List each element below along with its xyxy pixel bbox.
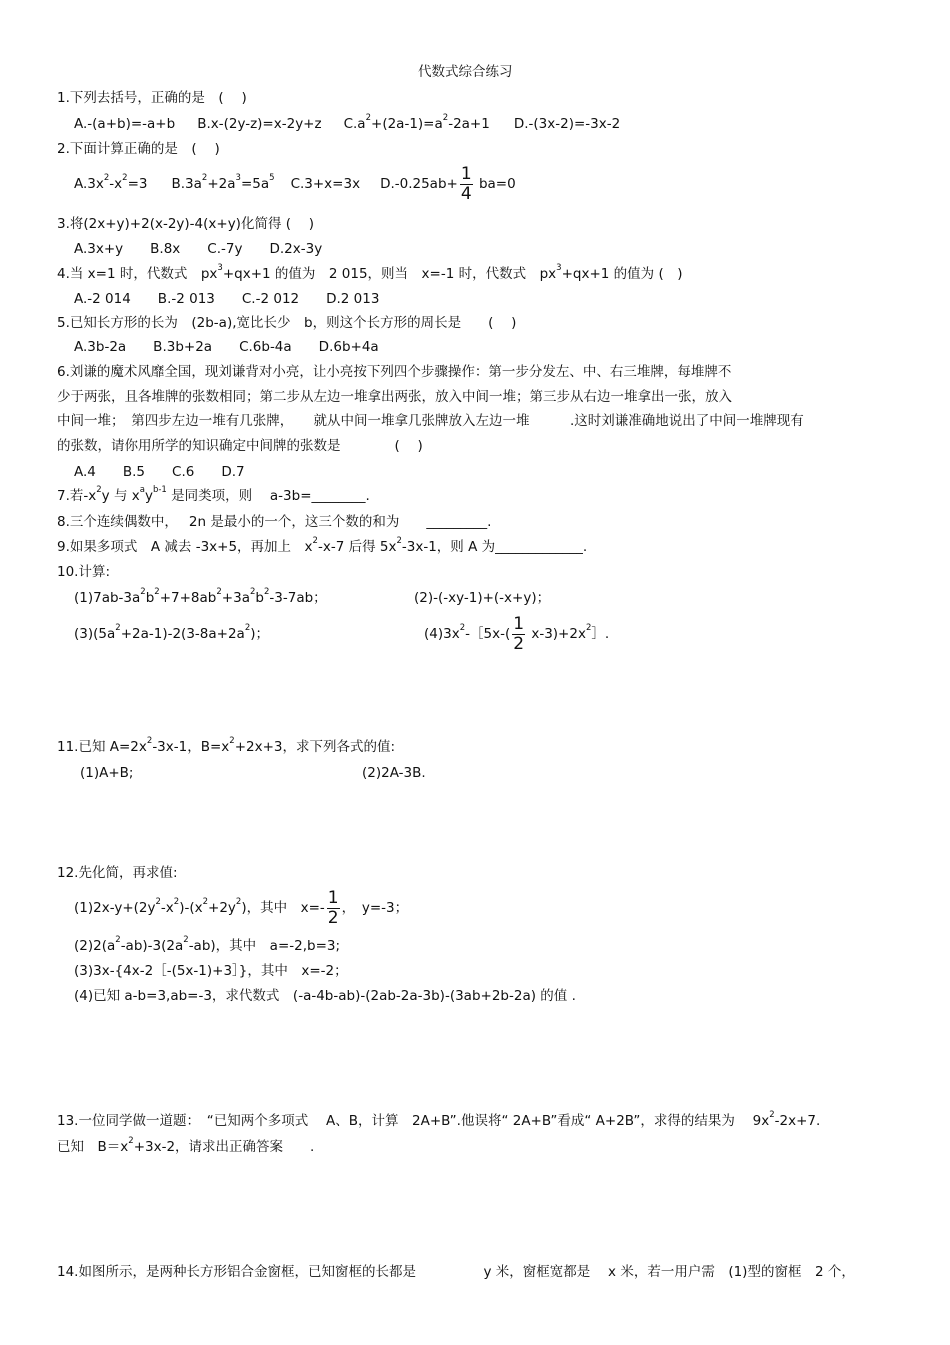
question-10-part-1: $(1)7ab-3a^2b^2+7+8ab^2+3a^2b^2-3-7ab$； xyxy=(74,587,327,606)
question-12-part-2: $(2)2(a^2-ab)-3(2a^2-ab)$，其中 a=-2,b=3; xyxy=(74,935,341,954)
question-11-part-2: (2)2A-3B. xyxy=(362,765,426,781)
question-12-part-4: (4)已知 a-b=3,ab=-3，求代数式 (-a-4b-ab)-(2ab-2a-3b)-(3ab+2b-2a) 的值 . xyxy=(74,988,576,1004)
question-6-line-4: 的张数，请你用所学的知识确定中间牌的张数是 ( ) xyxy=(57,438,423,454)
page-title: 代数式综合练习 xyxy=(418,64,513,80)
question-14: 14.如图所示，是两种长方形铝合金窗框，已知窗框的长都是 y 米，窗框宽都是 x 米，若一用户需 (1)型的窗框 2 个， xyxy=(57,1264,855,1280)
question-2-stem: 2.下面计算正确的是 ( ) xyxy=(57,141,220,157)
question-10-stem: 10.计算: xyxy=(57,564,111,580)
question-8: 8.三个连续偶数中， 2n 是最小的一个，这三个数的和为 _________. xyxy=(57,514,492,530)
question-10-part-2: (2)-(-xy-1)+(-x+y)； xyxy=(414,590,551,606)
question-6-options: A.4 B.5 C.6 D.7 xyxy=(74,464,245,480)
fraction: $\frac{1}{4}$ xyxy=(460,163,472,204)
question-6-line-2: 少于两张，且各堆牌的张数相同；第二步从左边一堆拿出两张，放入中间一堆；第三步从右边一堆拿出一张，放入 xyxy=(57,389,732,405)
question-10-part-4: $(4)3x^2-[5x-$( $\frac{1}{2}$ $x-3)+2x^2]$. xyxy=(424,613,610,654)
fraction: $\frac{1}{2}$ xyxy=(327,887,339,928)
question-2-options xyxy=(74,162,516,208)
question-3-options: A.3x+y B.8x C.-7y D.2x-3y xyxy=(74,241,323,257)
question-13-line-2: 已知 $B=x^2+3x-2$，请求出正确答案 . xyxy=(57,1136,315,1155)
option-c: $C.a^2+(2a-1)=a^2-2a+1$ xyxy=(343,113,490,132)
question-10-part-3: $(3)(5a^2+2a-1)-2(3-8a+2a^2)$； xyxy=(74,623,270,642)
question-3-stem: 3.将(2x+y)+2(x-2y)-4(x+y)化简得 ( ) xyxy=(57,216,315,232)
question-1-stem: 1.下列去括号，正确的是 ( ) xyxy=(57,90,247,106)
question-11-part-1: (1)A+B; xyxy=(80,765,134,781)
option-a: $A.3x^2-x^2=3$ xyxy=(74,173,148,192)
option-a: A.-(a+b)=-a+b xyxy=(74,116,176,132)
option-d: D.-0.25ab+ $\frac{1}{4}$ ba=0 xyxy=(380,163,516,204)
question-1-options xyxy=(74,115,620,135)
option-d: D.-(3x-2)=-3x-2 xyxy=(513,116,621,132)
question-9: 9.如果多项式 A 减去 -3x+5，再加上 $x^2-x-7$ 后得 $5x^2-3x-1$，则 A 为_____________. xyxy=(57,536,588,555)
question-6-line-1: 6.刘谦的魔术风靡全国，现刘谦背对小亮，让小亮按下列四个步骤操作：第一步分发左、中、右三堆牌，每堆牌不 xyxy=(57,364,732,380)
question-13-line-1: 13.一位同学做一道题： “已知两个多项式 A、B，计算 2A+B”.他误将“ 2A+B”看成“ A+2B”，求得的结果为 $9x^2-2x+7$. xyxy=(57,1110,821,1129)
question-12-part-1: $(1)2x-y+(2y^2-x^2)-(x^2+2y^2)$，其中 x=- $\frac{1}{2}$ ， y=-3； xyxy=(74,887,409,928)
question-7: 7.若$-x^2y$ 与 $x^ay^{b-1}$ 是同类项，则 a-3b=________. xyxy=(57,485,370,504)
question-5-options: A.3b-2a B.3b+2a C.6b-4a D.6b+4a xyxy=(74,339,379,355)
question-11-stem: 11.已知 $A=2x^2-3x-1$，$B=x^2+2x+3$，求下列各式的值: xyxy=(57,736,396,755)
question-4-stem: 4.当 x=1 时，代数式 $px^3+qx+1$ 的值为 2 015，则当 x=-1 时，代数式 $px^3+qx+1$ 的值为 ( ) xyxy=(57,263,683,282)
question-5-stem: 5.已知长方形的长为 (2b-a),宽比长少 b，则这个长方形的周长是 ( ) xyxy=(57,315,517,331)
question-12-stem: 12.先化简，再求值: xyxy=(57,865,178,881)
fraction: $\frac{1}{2}$ xyxy=(513,613,525,654)
option-b: $B.3a^2+2a^3=5a^5$ xyxy=(171,173,275,192)
option-c: C.3+x=3x xyxy=(290,176,361,192)
option-b: B.x-(2y-z)=x-2y+z xyxy=(197,116,322,132)
question-4-options: A.-2 014 B.-2 013 C.-2 012 D.2 013 xyxy=(74,291,380,307)
question-12-part-3: (3)3x-{4x-2［-(5x-1)+3］}，其中 x=-2； xyxy=(74,963,348,979)
question-6-line-3: 中间一堆； 第四步左边一堆有几张牌， 就从中间一堆拿几张牌放入左边一堆 .这时刘谦准确地说出了中间一堆牌现有 xyxy=(57,413,804,429)
